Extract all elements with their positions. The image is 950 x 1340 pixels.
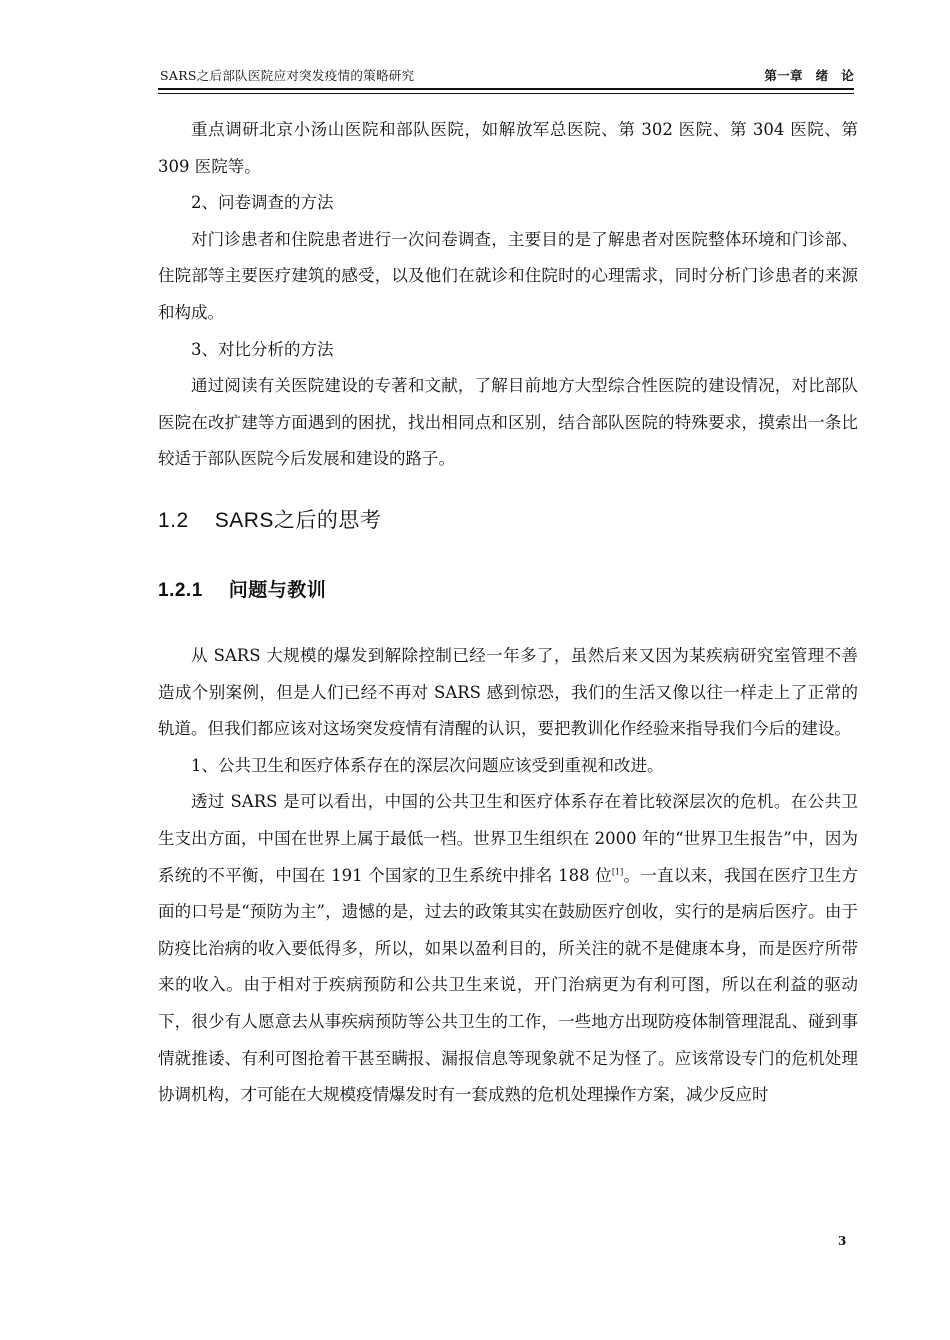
subsection-number: 1.2.1 [158,580,203,601]
subsection-title: 问题与教训 [228,580,327,601]
paragraph: 通过阅读有关医院建设的专著和文献，了解目前地方大型综合性医院的建设情况，对比部队医院在改扩建等方面遇到的困扰，找出相同点和区别，结合部队医院的特殊要求，摸索出一条比较适于部队医院今后发展和建设的路子。 [158,376,858,469]
section-number: 1.2 [158,509,189,532]
citation: [1] [611,867,624,877]
paragraph: 对门诊患者和住院患者进行一次问卷调查，主要目的是了解患者对医院整体环境和门诊部、住院部等主要医疗建筑的感受，以及他们在就诊和住院时的心理需求，同时分析门诊患者的来源和构成。 [158,229,858,322]
page-number: 3 [838,1234,847,1248]
header-chapter: 第一章 绪 论 [764,68,854,83]
subsection-heading [158,576,326,606]
page-body [158,112,859,1105]
method-heading-3: 3、对比分析的方法 [191,339,334,359]
header-rule-thin [158,93,854,94]
header-rule-thick [158,88,854,90]
paragraph: 从 SARS 大规模的爆发到解除控制已经一年多了，虽然后来又因为某疾病研究室管理不善造成个别案例，但是人们已经不再对 SARS 感到惊恐，我们的生活又像以往一样走上了正常的轨道。但我们都应该对这场突发疫情有清醒的认识，要把教训化作经验来指导我们今后的建设。 [158,646,858,739]
running-header [158,62,854,90]
section-title: SARS之后的思考 [214,509,382,532]
paragraph: 重点调研北京小汤山医院和部队医院，如解放军总医院、第 302 医院、第 304 医院、第 309 医院等。 [158,120,858,176]
paragraph [158,784,858,1113]
paragraph-text: 。一直以来，我国在医疗卫生方面的口号是“预防为主”，遗憾的是，过去的政策其实在鼓励医疗创收，实行的是病后医疗。由于防疫比治病的收入要低得多，所以，如果以盈利目的，所关注的就不是健康本身，而是医疗所带来的收入。由于相对于疾病预防和公共卫生来说，开门治病更为有利可图，所以在利益的驱动下，很少有人愿意去从事疾病预防等公共卫生的工作，一些地方出现防疫体制管理混乱、碰到事情就推诿、有利可图抢着干甚至瞒报、漏报信息等现象就不足为怪了。应该常设专门的危机处理协调机构，才可能在大规模疫情爆发时有一套成熟的危机处理操作方案，减少反应时 [158,865,859,1105]
lessons-block [158,638,858,1114]
paragraph-text: 透过 SARS 是可以看出，中国的公共卫生和医疗体系存在着比较深层次的危机。在公共卫生支出方面，中国在世界上属于最低一档。世界卫生组织在 2000 年的“世界卫生报告”中，因为系统的不平衡，中国在 191 个国家的卫生系统中排名 188 位 [158,792,858,885]
section-heading [158,506,381,536]
methods-block [158,112,858,478]
method-heading-2: 2、问卷调查的方法 [191,193,334,213]
header-title: SARS之后部队医院应对突发疫情的策略研究 [160,68,415,83]
point-heading-1: 1、公共卫生和医疗体系存在的深层次问题应该受到重视和改进。 [191,755,664,775]
